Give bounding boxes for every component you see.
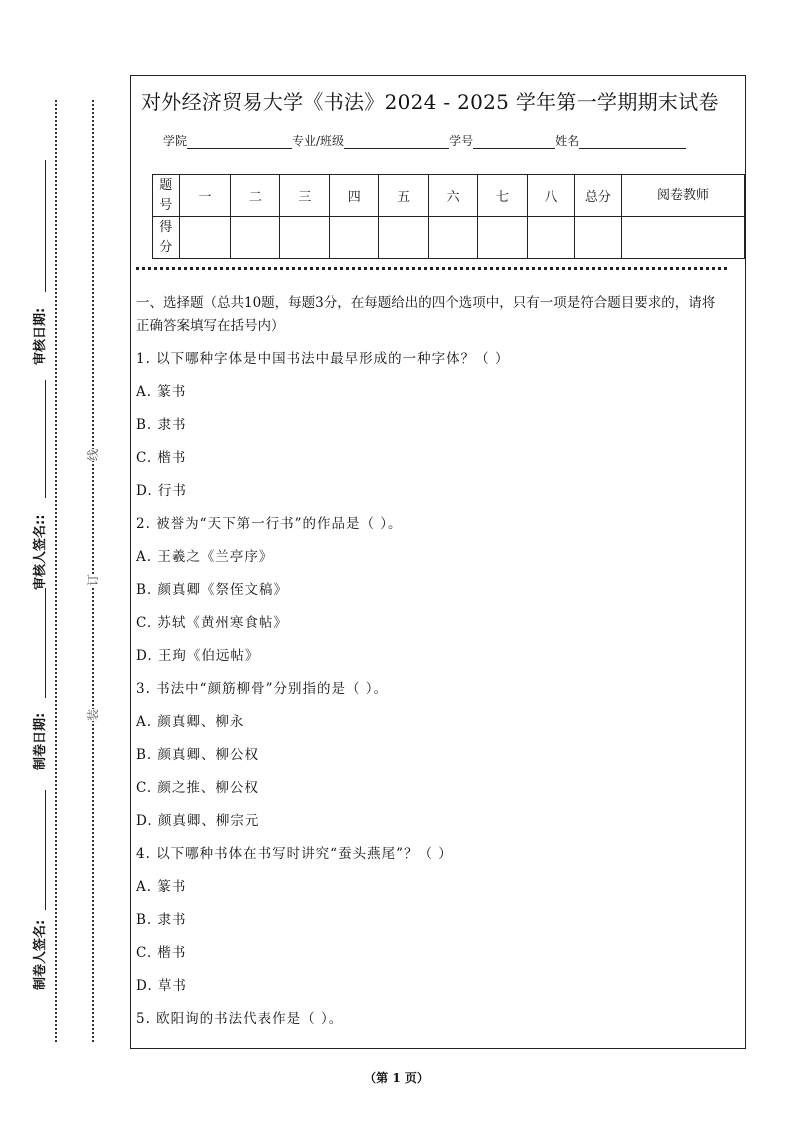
binding-mark-zhuang: 装 bbox=[86, 708, 101, 722]
review-date-label: 审核日期: bbox=[33, 307, 48, 365]
answer-option: A. 篆书 bbox=[136, 384, 187, 400]
table-column-header: 七 bbox=[478, 175, 528, 217]
maker-date-line bbox=[45, 588, 46, 698]
row-header: 得分 bbox=[153, 217, 180, 259]
answer-option: A. 王羲之《兰亭序》 bbox=[136, 549, 274, 565]
score-cell[interactable] bbox=[574, 217, 621, 259]
score-cell[interactable] bbox=[621, 217, 744, 259]
table-column-header: 一 bbox=[179, 175, 231, 217]
table-column-header: 八 bbox=[527, 175, 574, 217]
answer-option: C. 楷书 bbox=[136, 945, 187, 961]
table-column-header: 二 bbox=[231, 175, 280, 217]
student-id-field[interactable] bbox=[473, 134, 555, 149]
student-info bbox=[163, 132, 686, 149]
answer-option: A. 颜真卿、柳永 bbox=[136, 714, 245, 730]
question-stem: 5. 欧阳询的书法代表作是（ ）。 bbox=[136, 1011, 344, 1027]
binding-dotted-line-outer bbox=[55, 100, 57, 1042]
answer-option: B. 隶书 bbox=[136, 912, 187, 928]
college-field[interactable] bbox=[187, 134, 292, 149]
answer-option: C. 楷书 bbox=[136, 450, 187, 466]
table-column-header: 三 bbox=[280, 175, 330, 217]
score-table bbox=[152, 174, 745, 259]
question-stem: 3. 书法中“颜筋柳骨”分别指的是（ ）。 bbox=[136, 681, 389, 697]
score-cell[interactable] bbox=[379, 217, 429, 259]
answer-option: B. 颜真卿《祭侄文稿》 bbox=[136, 582, 289, 598]
answer-option: C. 颜之推、柳公权 bbox=[136, 780, 259, 796]
answer-option: B. 隶书 bbox=[136, 417, 187, 433]
binding-dotted-line-inner bbox=[92, 100, 94, 1042]
answer-option: D. 行书 bbox=[136, 483, 187, 499]
section-heading: 一、选择题（总共10题，每题3分，在每题给出的四个选项中，只有一项是符合题目要求的，请将正确答案填写在括号内） bbox=[136, 295, 716, 334]
page-number: （第 1 页） bbox=[364, 1071, 429, 1085]
name-label: 姓名 bbox=[555, 134, 580, 148]
maker-sign-line bbox=[45, 790, 46, 910]
score-cell[interactable] bbox=[330, 217, 379, 259]
table-row bbox=[153, 217, 745, 259]
table-column-header: 总分 bbox=[574, 175, 621, 217]
review-sign-line bbox=[45, 380, 46, 498]
exam-title: 对外经济贸易大学《书法》2024 - 2025 学年第一学期期末试卷 bbox=[141, 90, 719, 114]
question-list bbox=[136, 343, 726, 1036]
score-cell[interactable] bbox=[179, 217, 231, 259]
signature-sidebar bbox=[25, 90, 53, 1050]
score-cell[interactable] bbox=[478, 217, 528, 259]
score-cell[interactable] bbox=[429, 217, 478, 259]
name-field[interactable] bbox=[579, 134, 686, 149]
score-cell[interactable] bbox=[527, 217, 574, 259]
questions bbox=[136, 292, 726, 1036]
answer-option: D. 颜真卿、柳宗元 bbox=[136, 813, 260, 829]
answer-option: B. 颜真卿、柳公权 bbox=[136, 747, 260, 763]
row-header: 题号 bbox=[153, 175, 180, 217]
table-column-header: 五 bbox=[379, 175, 429, 217]
question-stem: 2. 被誉为“天下第一行书”的作品是（ ）。 bbox=[136, 516, 403, 532]
major-field[interactable] bbox=[344, 134, 449, 149]
student-id-label: 学号 bbox=[449, 134, 474, 148]
binding-mark-line: 线 bbox=[86, 448, 101, 462]
answer-option: D. 王珣《伯远帖》 bbox=[136, 648, 260, 664]
major-label: 专业/班级 bbox=[292, 134, 345, 148]
question-stem: 4. 以下哪种书体在书写时讲究“蚕头燕尾”？（ ） bbox=[136, 846, 453, 862]
answer-option: A. 篆书 bbox=[136, 879, 187, 895]
table-row bbox=[153, 175, 745, 217]
review-sign-label: 审核人签名:: bbox=[33, 514, 48, 590]
college-label: 学院 bbox=[163, 134, 188, 148]
question-stem: 1. 以下哪种字体是中国书法中最早形成的一种字体？（ ） bbox=[136, 351, 510, 367]
answer-option: C. 苏轼《黄州寒食帖》 bbox=[136, 615, 288, 631]
maker-sign-label: 制卷人签名: bbox=[33, 919, 48, 990]
exam-frame bbox=[130, 75, 746, 1049]
score-cell[interactable] bbox=[280, 217, 330, 259]
binding-mark-ding: 订 bbox=[86, 573, 101, 587]
score-cell[interactable] bbox=[231, 217, 280, 259]
answer-option: D. 草书 bbox=[136, 978, 187, 994]
table-column-header: 四 bbox=[330, 175, 379, 217]
dotted-separator bbox=[136, 267, 727, 270]
review-date-line bbox=[45, 160, 46, 292]
table-column-header: 六 bbox=[429, 175, 478, 217]
table-column-header: 阅卷教师 bbox=[621, 175, 744, 217]
maker-date-label: 制卷日期: bbox=[33, 712, 48, 770]
